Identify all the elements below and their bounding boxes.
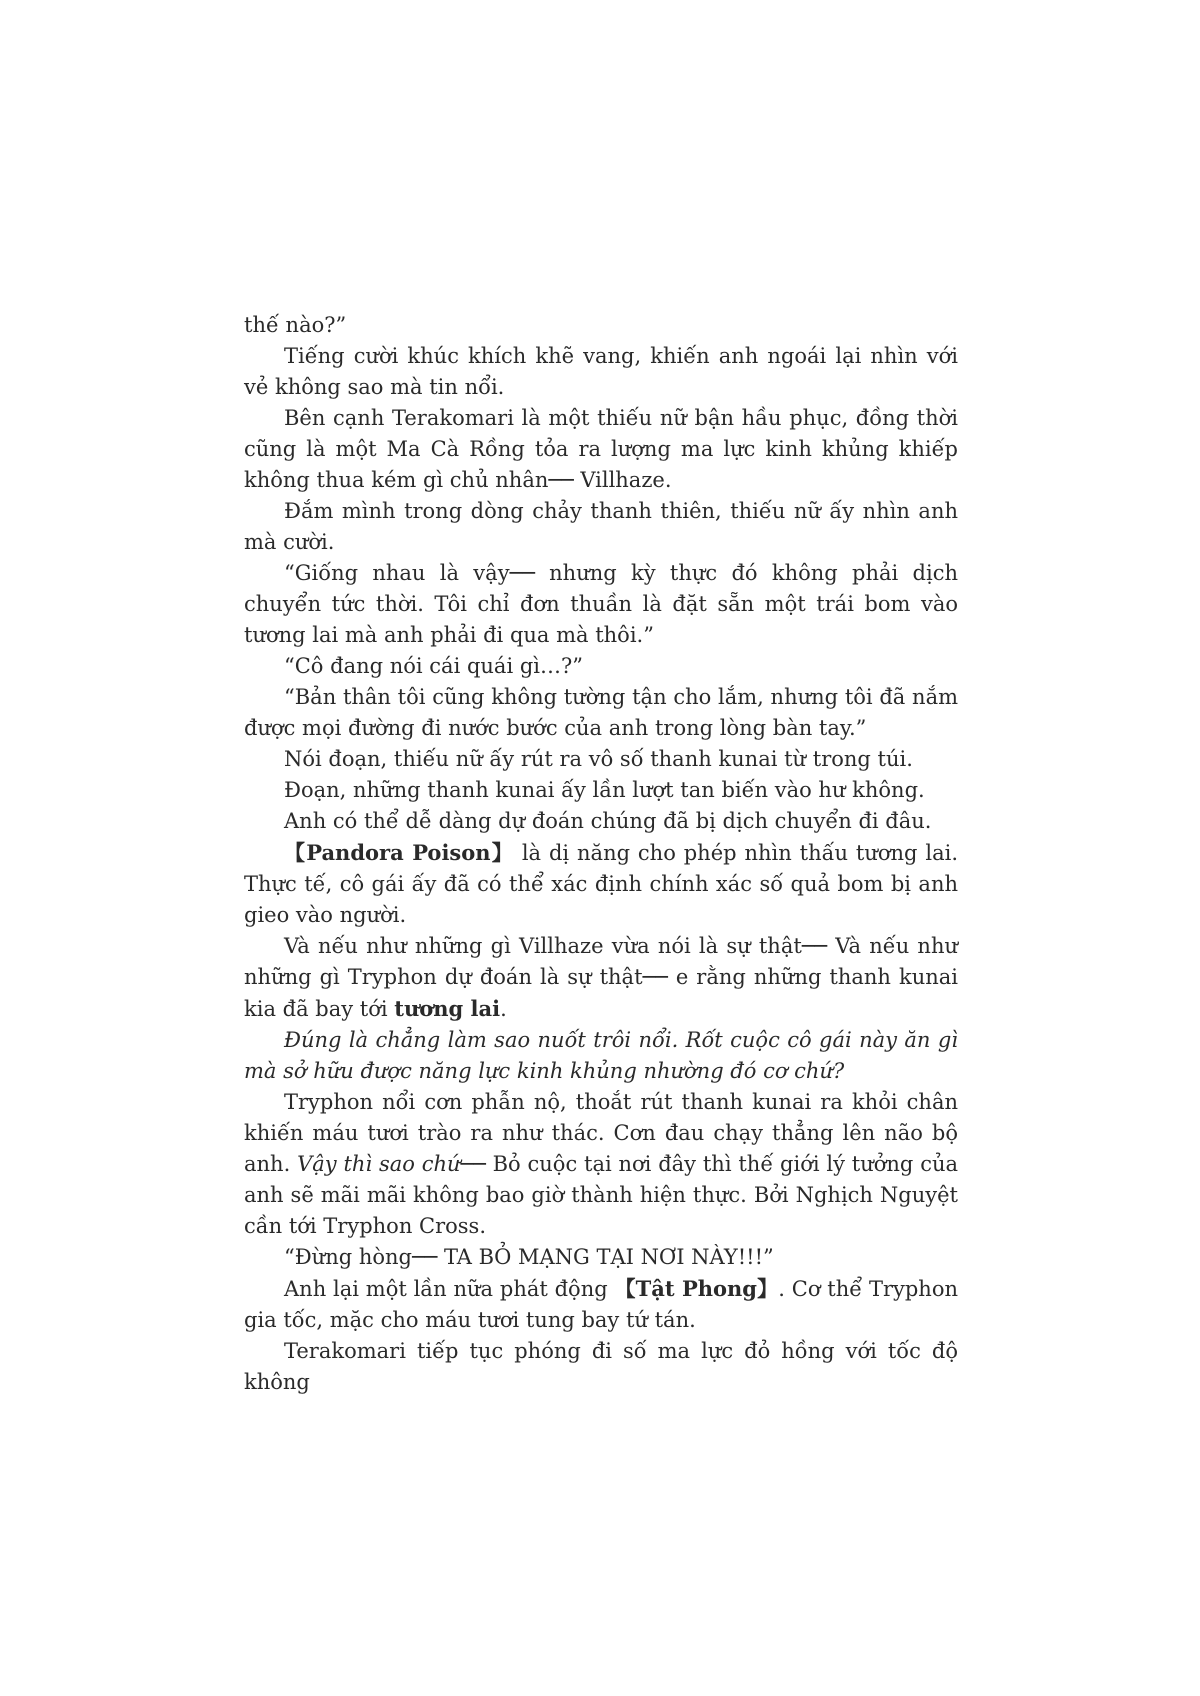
text-segment: “Bản thân tôi cũng không tường tận cho lắm, nhưng tôi đã nắm được mọi đường đi nước bước của anh trong lòng bàn tay.” <box>244 685 958 740</box>
paragraph <box>244 341 958 403</box>
paragraph <box>244 310 958 341</box>
text-segment: Và nếu như những gì Villhaze vừa nói là sự thật── Và nếu như những gì Tryphon dự đoán là sự thật── e rằng những thanh kunai kia đã bay tới <box>244 934 958 1021</box>
text-segment: Anh có thể dễ dàng dự đoán chúng đã bị dịch chuyển đi đâu. <box>284 809 932 833</box>
text-segment: Bên cạnh Terakomari là một thiếu nữ bận hầu phục, đồng thời cũng là một Ma Cà Rồng tỏa ra lượng ma lực kinh khủng khiếp không thua kém gì chủ nhân── Villhaze. <box>244 406 958 492</box>
paragraph <box>244 682 958 744</box>
italic-text: Vậy thì sao chứ <box>297 1152 461 1176</box>
paragraph <box>244 558 958 651</box>
text-segment: . Cơ thể Tryphon gia tốc, mặc cho máu tươi tung bay tứ tán. <box>244 1277 958 1332</box>
text-segment: Đắm mình trong dòng chảy thanh thiên, thiếu nữ ấy nhìn anh mà cười. <box>244 499 958 554</box>
paragraph <box>244 1087 958 1242</box>
paragraph <box>244 1273 958 1336</box>
paragraph <box>244 496 958 558</box>
paragraph <box>244 806 958 837</box>
paragraph <box>244 403 958 496</box>
paragraph <box>244 931 958 1025</box>
paragraph <box>244 1242 958 1273</box>
text-segment: “Cô đang nói cái quái gì…?” <box>284 654 583 678</box>
text-segment: . <box>500 997 507 1021</box>
text-segment: Anh lại một lần nữa phát động <box>284 1277 615 1301</box>
text-segment: Tryphon nổi cơn phẫn nộ, thoắt rút thanh kunai ra khỏi chân khiến máu tươi trào ra như thác. Cơn đau chạy thẳng lên não bộ anh. <box>244 1090 958 1176</box>
page-body <box>244 310 958 1398</box>
paragraph <box>244 775 958 806</box>
text-segment: Đúng là chẳng làm sao nuốt trôi nổi. Rốt cuộc cô gái này ăn gì mà sở hữu được năng lực kinh khủng nhường đó cơ chứ? <box>244 1028 958 1083</box>
text-segment: thế nào?” <box>244 313 347 337</box>
text-segment: Đoạn, những thanh kunai ấy lần lượt tan biến vào hư không. <box>284 778 925 802</box>
paragraph <box>244 651 958 682</box>
text-segment: là dị năng cho phép nhìn thấu tương lai. Thực tế, cô gái ấy đã có thể xác định chính xác số quả bom bị anh gieo vào người. <box>244 841 958 927</box>
text-segment: Tiếng cười khúc khích khẽ vang, khiến anh ngoái lại nhìn với vẻ không sao mà tin nổi. <box>244 344 958 399</box>
bold-text: tương lai <box>394 996 501 1021</box>
text-segment: ── Bỏ cuộc tại nơi đây thì thế giới lý tưởng của anh sẽ mãi mãi không bao giờ thành hiện thực. Bởi Nghịch Nguyệt cần tới Tryphon Cross. <box>244 1152 958 1238</box>
text-segment: Terakomari tiếp tục phóng đi số ma lực đỏ hồng với tốc độ không <box>244 1339 958 1394</box>
bold-text: 【Pandora Poison】 <box>284 840 514 865</box>
text-segment: “Giống nhau là vậy── nhưng kỳ thực đó không phải dịch chuyển tức thời. Tôi chỉ đơn thuần là đặt sẵn một trái bom vào tương lai mà anh phải đi qua mà thôi.” <box>244 561 958 647</box>
paragraph <box>244 837 958 931</box>
paragraph <box>244 744 958 775</box>
text-segment: “Đừng hòng── TA BỎ MẠNG TẠI NƠI NÀY!!!” <box>284 1245 774 1269</box>
text-segment: Nói đoạn, thiếu nữ ấy rút ra vô số thanh kunai từ trong túi. <box>284 747 913 771</box>
bold-text: 【Tật Phong】 <box>614 1276 779 1301</box>
paragraph <box>244 1336 958 1398</box>
paragraph <box>244 1025 958 1087</box>
